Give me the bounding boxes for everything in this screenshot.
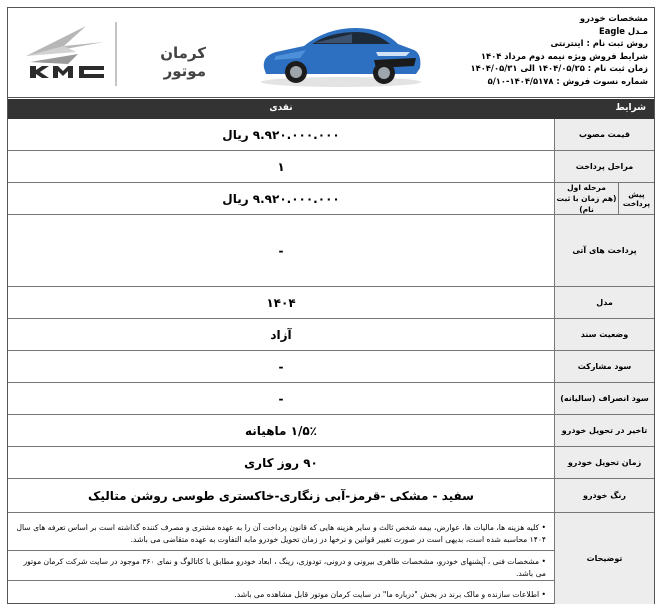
row-delivery-time <box>8 447 654 479</box>
label-payment-stages: مراحل پرداخت <box>554 151 654 182</box>
specs-registration-time: زمان ثبت نام : ۱۴۰۴/۰۵/۲۵ الی ۱۴۰۴/۰۵/۳۱ <box>470 63 648 74</box>
value-delivery-time: ۹۰ روز کاری <box>244 455 318 470</box>
row-delivery-delay <box>8 415 654 447</box>
label-with-registration: (هم زمان با ثبت نام) <box>556 194 617 214</box>
brand-text: کرمان موتور <box>160 44 206 80</box>
value-document-status: آزاد <box>270 327 292 342</box>
label-future-payments: پرداخت های آتی <box>554 215 654 286</box>
label-prepayment <box>554 183 654 214</box>
label-delivery-time: زمان تحویل خودرو <box>554 447 654 478</box>
sales-conditions-sheet <box>7 7 655 604</box>
label-first-stage: مرحله اول <box>567 183 606 192</box>
specs-circular-number: شماره نسوت فروش : ۱۴۰۴/۵۱۷۸-۵/۱۰ <box>487 75 648 86</box>
notes-list <box>8 513 554 604</box>
note-text-fees: • کلیه هزینه ها، مالیات ها، عوارض، بیمه شخص ثالث و سایر هزینه هایی که قانون پرداخت آن را به عهده مشتری و مصرف کننده گذاشته است بر اساس تعرفه های سال ۱۴۰۴ محاسبه شده است، بدیهی است در صورت تغییر قوانین و نرخها در زمان تحویل خودرو مابه التفاوت به عهده متقاضی می باشد. <box>16 522 546 544</box>
row-prepayment <box>8 183 654 215</box>
value-delivery-delay: ۱/۵٪ ماهیانه <box>245 423 317 438</box>
label-document-status: وضعیت سند <box>554 319 654 350</box>
label-approved-price: قیمت مصوب <box>554 119 654 150</box>
vehicle-specs <box>418 12 648 88</box>
specs-title: مشخصات خودرو <box>579 13 648 23</box>
value-partnership-profit: - <box>278 359 284 374</box>
label-delivery-delay: تاخیر در تحویل خودرو <box>554 415 654 446</box>
value-annual-cancel-profit: - <box>278 391 284 406</box>
specs-model: مـدل Eagle <box>599 25 648 36</box>
table-header <box>8 99 654 119</box>
note-item <box>8 581 554 604</box>
note-item <box>8 551 554 581</box>
value-car-color: سفید - مشکی -قرمز-آبی زنگاری-خاکستری طوسی روشن متالیک <box>88 488 474 503</box>
note-text-about: • اطلاعات سازنده و مالک برند در بخش "درباره ما" در سایت کرمان موتور قابل مشاهده می باشد. <box>234 589 546 599</box>
specs-registration-method: روش ثبت نام : اینترنتی <box>550 38 648 49</box>
row-model <box>8 287 654 319</box>
row-annual-cancel-profit <box>8 383 654 415</box>
kmc-logo <box>16 16 206 92</box>
label-notes: توضیحات <box>554 513 654 604</box>
note-item <box>8 513 554 551</box>
value-approved-price: ۹.۹۲۰.۰۰۰.۰۰۰ ریال <box>222 127 340 142</box>
header <box>8 8 654 98</box>
value-model: ۱۴۰۴ <box>266 295 296 310</box>
row-payment-stages <box>8 151 654 183</box>
row-notes <box>8 513 654 604</box>
car-image <box>256 16 426 92</box>
value-prepayment: ۹.۹۲۰.۰۰۰.۰۰۰ ریال <box>222 191 340 206</box>
label-partnership-profit: سود مشارکت <box>554 351 654 382</box>
row-car-color <box>8 479 654 513</box>
label-prepayment-outer: پیش پرداخت <box>618 183 654 214</box>
row-approved-price <box>8 119 654 151</box>
specs-sale-conditions: شرایط فروش ویژه نیمه دوم مرداد ۱۴۰۴ <box>480 50 648 61</box>
label-car-color: رنگ خودرو <box>554 479 654 512</box>
row-partnership-profit <box>8 351 654 383</box>
row-future-payments <box>8 215 654 287</box>
note-text-specs: • مشخصات فنی ، آپشنهای خودرو، مشخصات ظاهری بیرونی و درونی، تودوزی، رینگ ، ابعاد خودرو مطابق با کاتالوگ و نمای ۳۶۰ موجود در سایت شرکت کرمان موتور می باشد. <box>23 556 546 578</box>
row-document-status <box>8 319 654 351</box>
value-payment-stages: ۱ <box>277 159 285 174</box>
header-cash: نقدی <box>269 103 293 113</box>
header-conditions: شرایط <box>615 103 646 113</box>
label-annual-cancel-profit: سود انصراف (سالیانه) <box>554 383 654 414</box>
label-model: مدل <box>554 287 654 318</box>
value-future-payments: - <box>278 243 284 258</box>
label-prepayment-inner <box>555 183 618 214</box>
